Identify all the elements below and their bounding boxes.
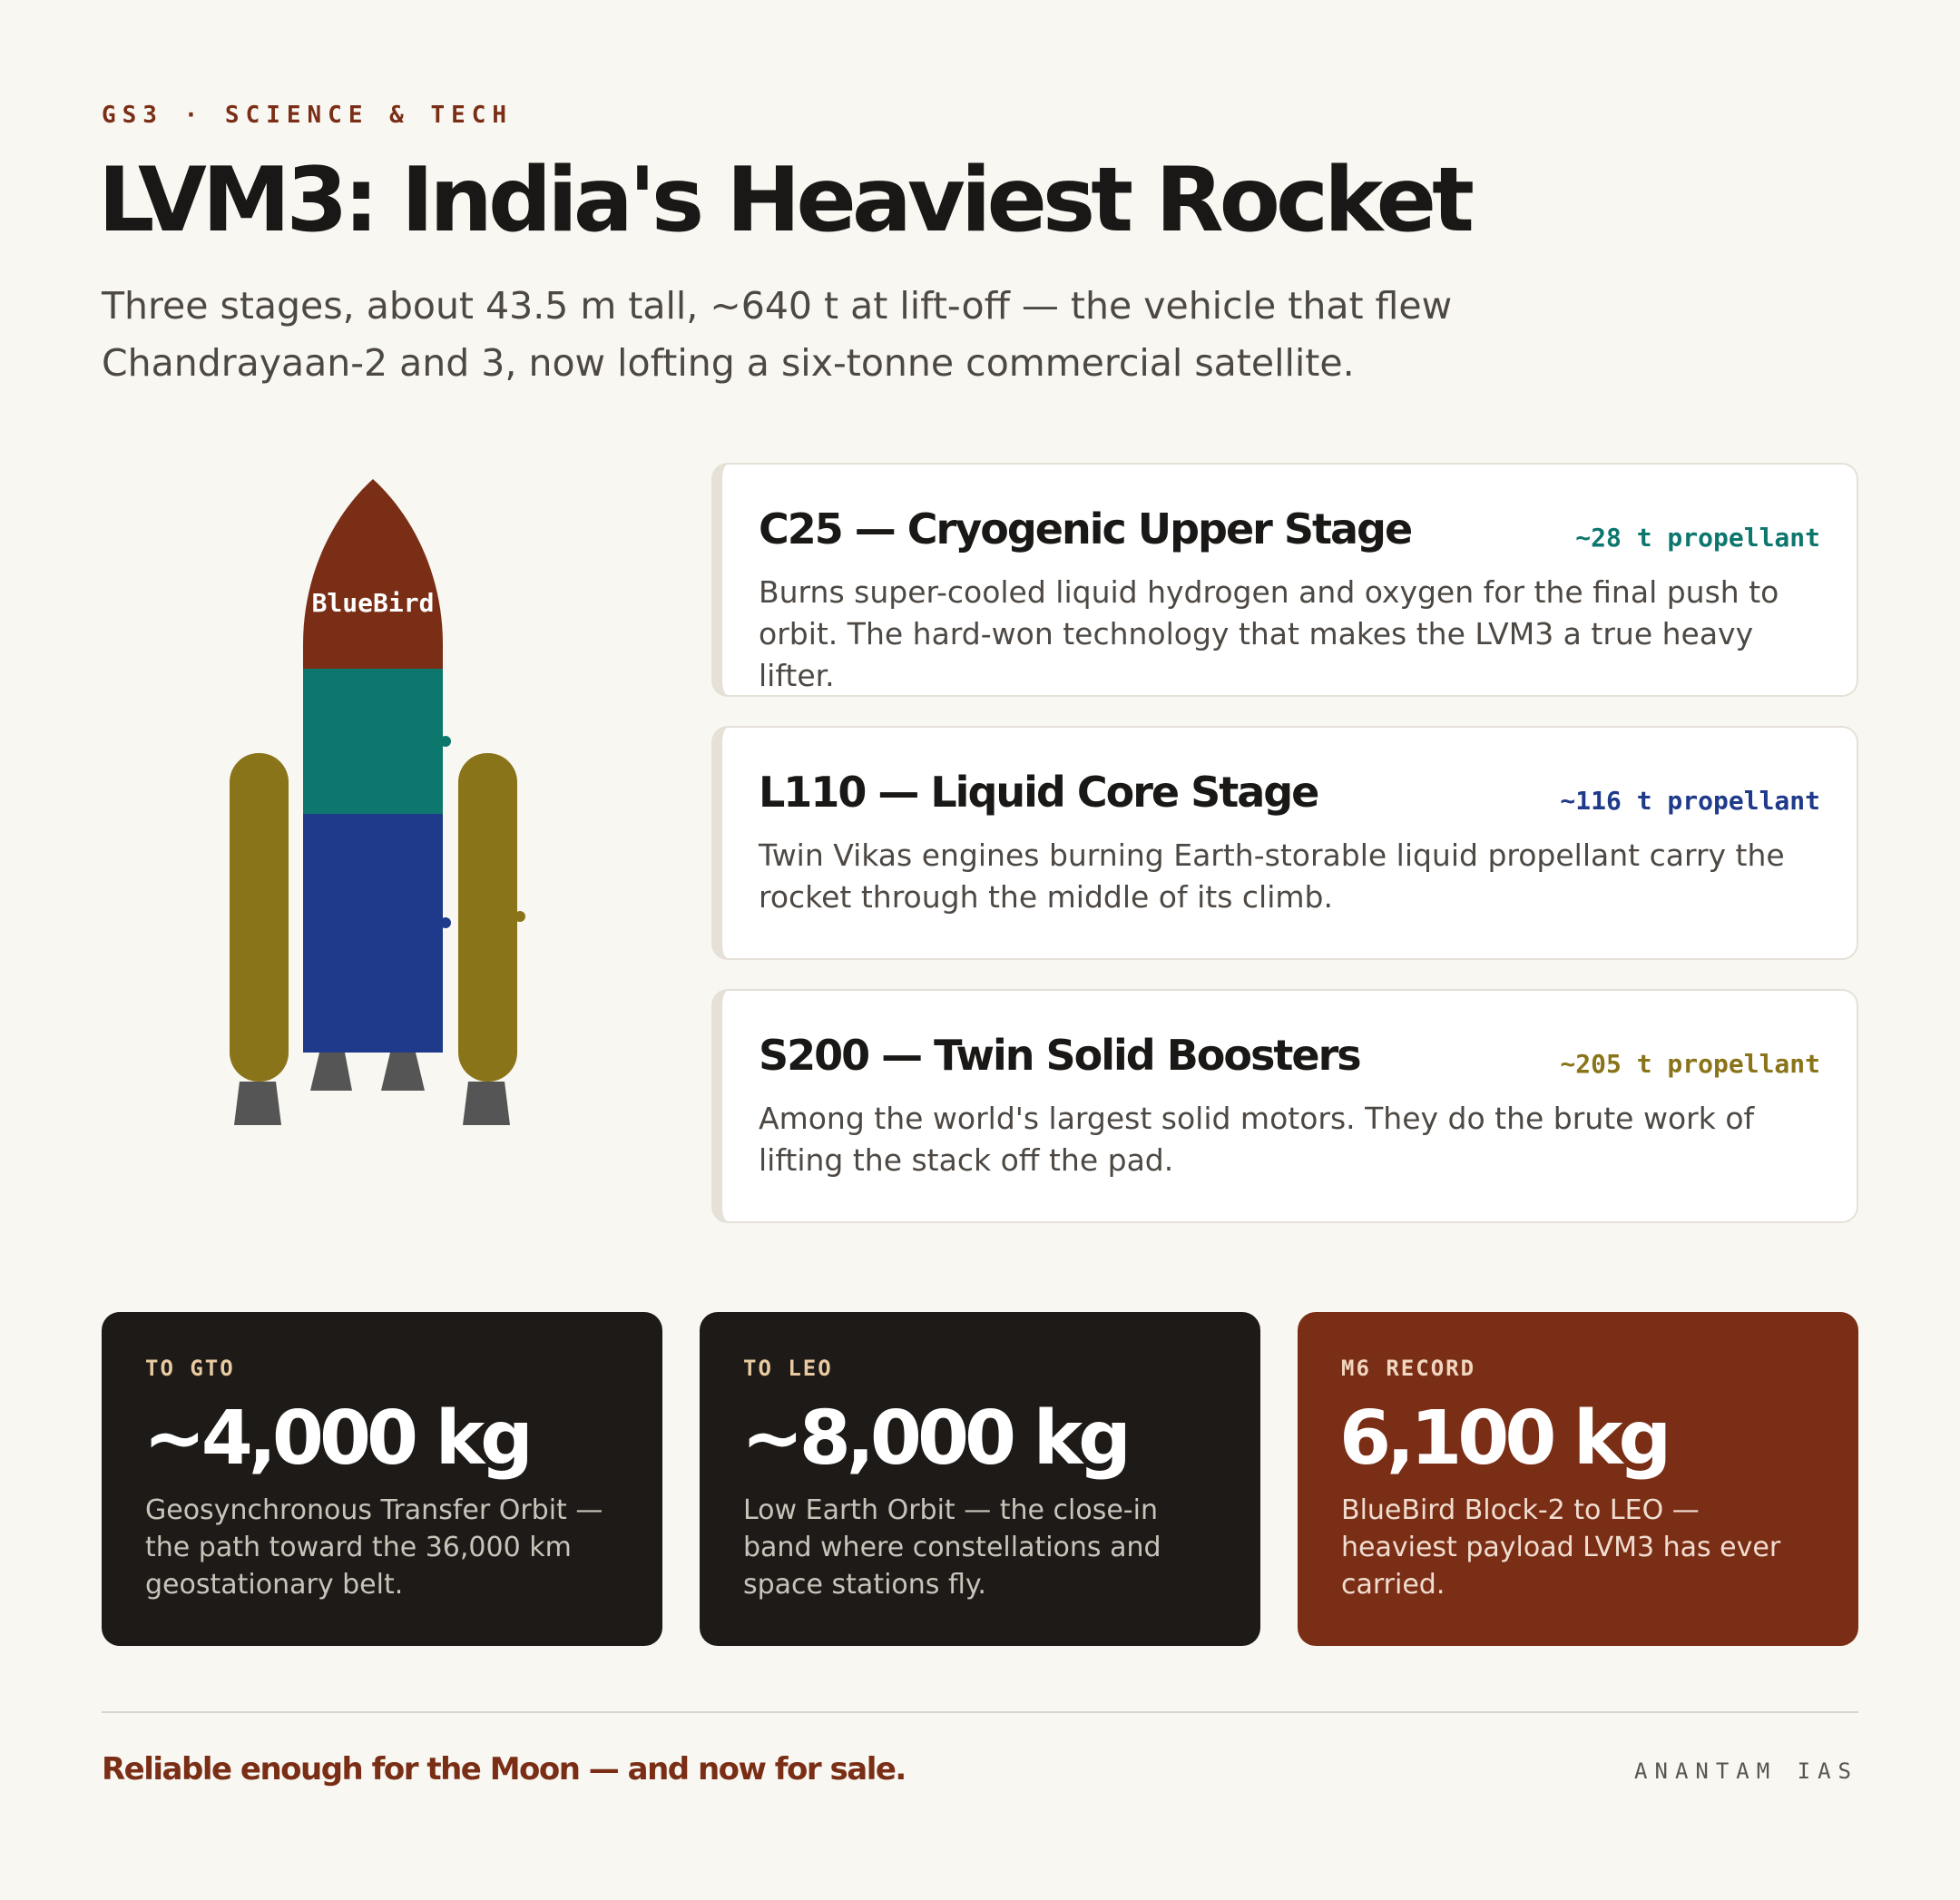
stage-name: C25 — Cryogenic Upper Stage [759, 504, 1412, 553]
stat-label: TO GTO [145, 1356, 235, 1381]
stage-description: Twin Vikas engines burning Earth-storable liquid propellant carry the rocket through the middle of its climb. [759, 837, 1785, 915]
stage-name: L110 — Liquid Core Stage [759, 768, 1318, 817]
booster-nozzle-left [234, 1082, 281, 1125]
stage-card-c25 [711, 463, 1858, 697]
stage-propellant: ~28 t propellant [1575, 523, 1820, 553]
stage-propellant: ~205 t propellant [1560, 1049, 1820, 1079]
upper-stage-dot [440, 736, 451, 747]
footer-divider [102, 1711, 1858, 1713]
core-stage-dot [440, 917, 451, 928]
stage-name: S200 — Twin Solid Boosters [759, 1031, 1360, 1080]
stat-label: TO LEO [743, 1356, 833, 1381]
footer-brand: ANANTAM IAS [1634, 1758, 1858, 1784]
stat-value: 6,100 kg [1339, 1396, 1668, 1482]
booster-nozzle-right [463, 1082, 510, 1125]
stat-value: ~4,000 kg [143, 1396, 529, 1482]
payload-label: BlueBird [311, 588, 435, 618]
stat-card-leo [700, 1312, 1260, 1646]
stage-description: Burns super-cooled liquid hydrogen and oxygen for the final push to orbit. The hard-won technology that makes the LVM3 a true heavy lifter. [759, 574, 1779, 693]
rocket-fairing [303, 479, 443, 669]
stat-card-gto [102, 1312, 662, 1646]
rocket-upper-stage [303, 669, 443, 814]
page-subtitle: Three stages, about 43.5 m tall, ~640 t at lift-off — the vehicle that flew Chandrayaan-2 and 3, now lofting a six-tonne commercial satellite. [102, 284, 1453, 385]
stage-description: Among the world's largest solid motors. They do the brute work of lifting the stack off the pad. [759, 1101, 1755, 1178]
rocket-booster-right [458, 753, 517, 1082]
stat-description: Low Earth Orbit — the close-in band where constellations and space stations fly. [743, 1494, 1161, 1601]
rocket-illustration [218, 472, 544, 1125]
rocket-booster-left [230, 753, 289, 1082]
stat-description: Geosynchronous Transfer Orbit — the path toward the 36,000 km geostationary belt. [145, 1494, 603, 1601]
core-nozzle-left [310, 1053, 352, 1091]
stage-propellant: ~116 t propellant [1560, 786, 1820, 816]
footer-tagline: Reliable enough for the Moon — and now for sale. [102, 1751, 906, 1787]
stat-value: ~8,000 kg [741, 1396, 1127, 1482]
stat-description: BlueBird Block-2 to LEO — heaviest payload LVM3 has ever carried. [1341, 1494, 1781, 1601]
stat-label: M6 RECORD [1341, 1356, 1476, 1381]
page-title: LVM3: India's Heaviest Rocket [98, 149, 1470, 252]
stat-card-record [1298, 1312, 1858, 1646]
core-nozzle-right [381, 1053, 425, 1091]
rocket-core-stage [303, 814, 443, 1053]
stage-card-s200 [711, 989, 1858, 1223]
stage-card-l110 [711, 726, 1858, 960]
section-kicker: GS3 · SCIENCE & TECH [102, 102, 514, 129]
